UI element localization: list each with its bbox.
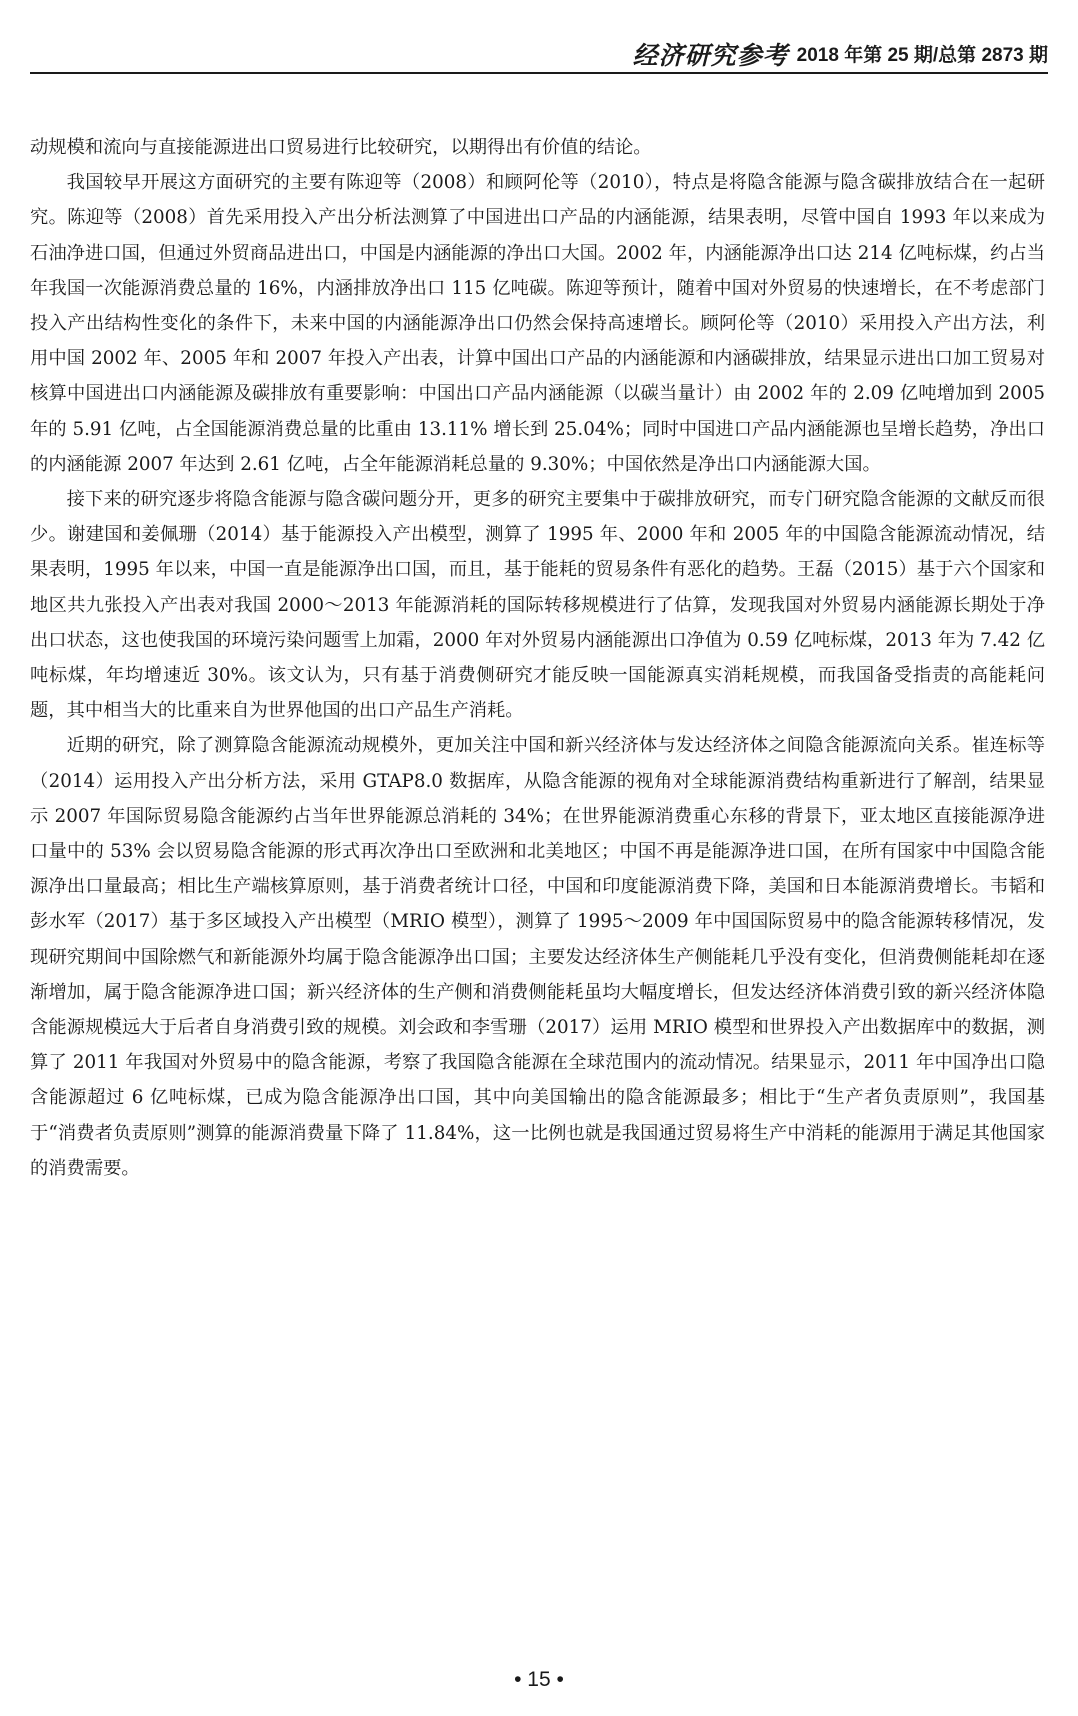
page-number: • 15 •	[514, 1668, 564, 1691]
paragraph: 我国较早开展这方面研究的主要有陈迎等（2008）和顾阿伦等（2010），特点是将隐含能源与隐含碳排放结合在一起研究。陈迎等（2008）首先采用投入产出分析法测算了中国进出口产品的内涵能源，结果表明，尽管中国自 1993 年以来成为石油净进口国，但通过外贸商品进出口，中国是内涵能源的净出口大国。2002 年，内涵能源净出口达 214 亿吨标煤，约占当年我国一次能源消费总量的 16%，内涵排放净出口 115 亿吨碳。陈迎等预计，随着中国对外贸易的快速增长，在不考虑部门投入产出结构性变化的条件下，未来中国的内涵能源净出口仍然会保持高速增长。顾阿伦等（2010）采用投入产出方法，利用中国 2002 年、2005 年和 2007 年投入产出表，计算中国出口产品的内涵能源和内涵碳排放，结果显示进出口加工贸易对核算中国进出口内涵能源及碳排放有重要影响：中国出口产品内涵能源（以碳当量计）由 2002 年的 2.09 亿吨增加到 2005 年的 5.91 亿吨，占全国能源消费总量的比重由 13.11% 增长到 25.04%；同时中国进口产品内涵能源也呈增长趋势，净出口的内涵能源 2007 年达到 2.61 亿吨，占全年能源消耗总量的 9.30%；中国依然是净出口内涵能源大国。	[30, 172, 1045, 475]
running-header	[30, 36, 1048, 70]
journal-name: 经济研究参考	[632, 41, 789, 70]
paragraph: 近期的研究，除了测算隐含能源流动规模外，更加关注中国和新兴经济体与发达经济体之间隐含能源流向关系。崔连标等（2014）运用投入产出分析方法，采用 GTAP8.0 数据库，从隐含能源的视角对全球能源消费结构重新进行了解剖，结果显示 2007 年国际贸易隐含能源约占当年世界能源总消耗的 34%；在世界能源消费重心东移的背景下，亚太地区直接能源净进口量中的 53% 会以贸易隐含能源的形式再次净出口至欧洲和北美地区；中国不再是能源净进口国，在所有国家中中国隐含能源净出口量最高；相比生产端核算原则，基于消费者统计口径，中国和印度能源消费下降，美国和日本能源消费增长。韦韬和彭水军（2017）基于多区域投入产出模型（MRIO 模型），测算了 1995～2009 年中国国际贸易中的隐含能源转移情况，发现研究期间中国除燃气和新能源外均属于隐含能源净出口国；主要发达经济体生产侧能耗几乎没有变化，但消费侧能耗却在逐渐增加，属于隐含能源净进口国；新兴经济体的生产侧和消费侧能耗虽均大幅度增长，但发达经济体消费引致的新兴经济体隐含能源规模远大于后者自身消费引致的规模。刘会政和李雪珊（2017）运用 MRIO 模型和世界投入产出数据库中的数据，测算了 2011 年我国对外贸易中的隐含能源，考察了我国隐含能源在全球范围内的流动情况。结果显示，2011 年中国净出口隐含能源超过 6 亿吨标煤，已成为隐含能源净出口国，其中向美国输出的隐含能源最多；相比于“生产者负责原则”，我国基于“消费者负责原则”测算的能源消费量下降了 11.84%，这一比例也就是我国通过贸易将生产中消耗的能源用于满足其他国家的消费需要。	[30, 735, 1045, 1179]
paragraph: 接下来的研究逐步将隐含能源与隐含碳问题分开，更多的研究主要集中于碳排放研究，而专门研究隐含能源的文献反而很少。谢建国和姜佩珊（2014）基于能源投入产出模型，测算了 1995 年、2000 年和 2005 年的中国隐含能源流动情况，结果表明，1995 年以来，中国一直是能源净出口国，而且，基于能耗的贸易条件有恶化的趋势。王磊（2015）基于六个国家和地区共九张投入产出表对我国 2000～2013 年能源消耗的国际转移规模进行了估算，发现我国对外贸易内涵能源长期处于净出口状态，这也使我国的环境污染问题雪上加霜，2000 年对外贸易内涵能源出口净值为 0.59 亿吨标煤，2013 年为 7.42 亿吨标煤，年均增速近 30%。该文认为，只有基于消费侧研究才能反映一国能源真实消耗规模，而我国备受指责的高能耗问题，其中相当大的比重来自为世界他国的出口产品生产消耗。	[30, 489, 1045, 722]
paragraph-continued: 动规模和流向与直接能源进出口贸易进行比较研究，以期得出有价值的结论。	[30, 137, 652, 158]
issue-info: 2018 年第 25 期/总第 2873 期	[796, 45, 1048, 66]
article-body	[30, 130, 1045, 1186]
header-rule	[30, 72, 1048, 74]
